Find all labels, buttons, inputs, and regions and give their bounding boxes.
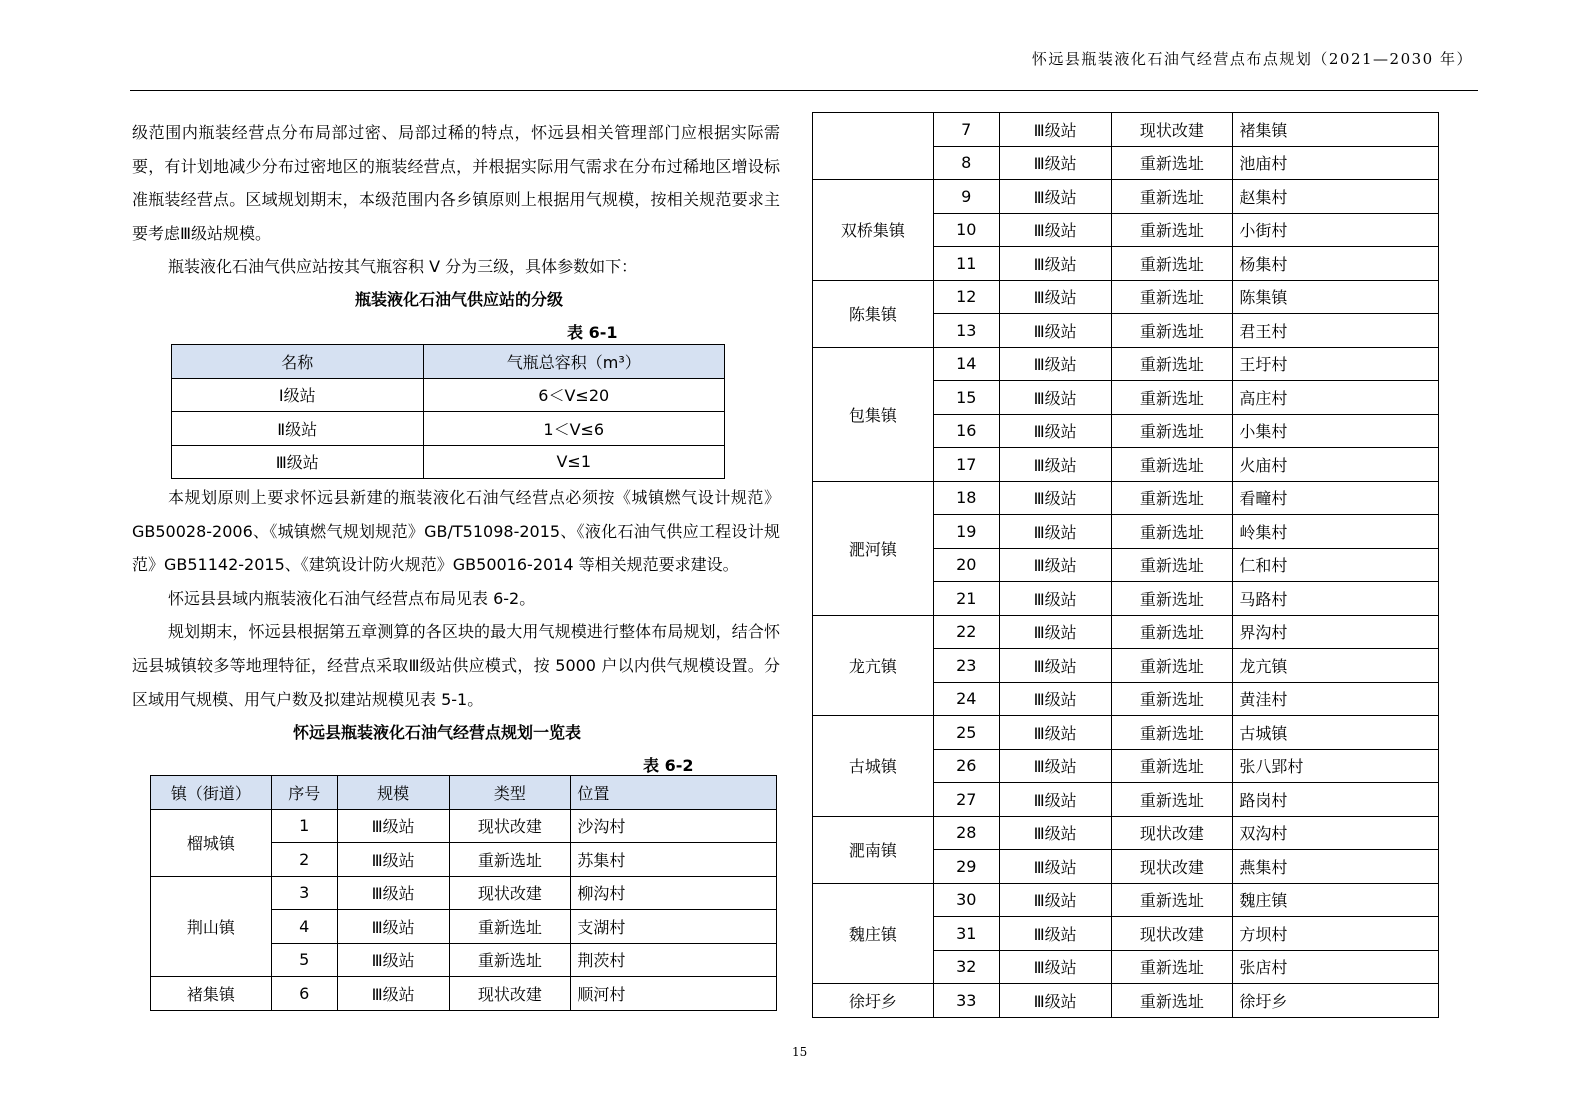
- type-cell: 重新选址: [1111, 448, 1233, 482]
- type-cell: 重新选址: [1111, 582, 1233, 616]
- paragraph-5: 规划期末，怀远县根据第五章测算的各区块的最大用气规模进行整体布局规划，结合怀远县城镇较多等地理特征，经营点采取Ⅲ级站供应模式，按 5000 户以内供气规模设置。分区域用气规模、用气户数及拟建站规模见表 5-1。: [132, 622, 780, 709]
- table-header-row: [151, 776, 777, 810]
- scale-cell: Ⅲ级站: [999, 280, 1111, 314]
- location-cell: 赵集村: [1233, 180, 1439, 214]
- scale-cell: Ⅲ级站: [999, 950, 1111, 984]
- number-cell: 6: [271, 977, 337, 1011]
- table-6-2-right: [812, 112, 1439, 1018]
- scale-cell: Ⅲ级站: [337, 943, 449, 977]
- table-row: [813, 180, 1439, 214]
- type-cell: 重新选址: [1111, 548, 1233, 582]
- table-row: [151, 809, 777, 843]
- header-cell-type: 类型: [449, 776, 571, 810]
- type-cell: 重新选址: [449, 843, 571, 877]
- scale-cell: Ⅲ级站: [999, 180, 1111, 214]
- table-row: [813, 716, 1439, 750]
- scale-cell: Ⅲ级站: [999, 448, 1111, 482]
- table-row: [813, 113, 1439, 147]
- type-cell: 重新选址: [1111, 716, 1233, 750]
- town-cell: 龙亢镇: [813, 615, 934, 716]
- scale-cell: Ⅲ级站: [999, 213, 1111, 247]
- location-cell: 火庙村: [1233, 448, 1439, 482]
- table-cell: Ⅲ级站: [172, 445, 424, 479]
- town-cell: 榴城镇: [151, 809, 272, 876]
- town-cell: 徐圩乡: [813, 984, 934, 1018]
- scale-cell: Ⅲ级站: [999, 649, 1111, 683]
- table-row: [813, 347, 1439, 381]
- town-cell: 双桥集镇: [813, 180, 934, 281]
- location-cell: 陈集镇: [1233, 280, 1439, 314]
- header-cell-number: 序号: [271, 776, 337, 810]
- type-cell: 重新选址: [449, 910, 571, 944]
- table-row: [172, 445, 725, 479]
- number-cell: 15: [933, 381, 999, 415]
- type-cell: 现状改建: [449, 809, 571, 843]
- number-cell: 14: [933, 347, 999, 381]
- number-cell: 33: [933, 984, 999, 1018]
- location-cell: 沙沟村: [571, 809, 777, 843]
- type-cell: 重新选址: [1111, 749, 1233, 783]
- town-cell: 古城镇: [813, 716, 934, 817]
- header-cell-scale: 规模: [337, 776, 449, 810]
- scale-cell: Ⅲ级站: [999, 582, 1111, 616]
- location-cell: 褚集镇: [1233, 113, 1439, 147]
- table-row: [151, 876, 777, 910]
- table-6-1-label: 表 6-1: [567, 323, 618, 342]
- scale-cell: Ⅲ级站: [999, 515, 1111, 549]
- location-cell: 小街村: [1233, 213, 1439, 247]
- town-cell: 褚集镇: [151, 977, 272, 1011]
- location-cell: 岭集村: [1233, 515, 1439, 549]
- scale-cell: Ⅲ级站: [999, 314, 1111, 348]
- number-cell: 1: [271, 809, 337, 843]
- number-cell: 13: [933, 314, 999, 348]
- number-cell: 2: [271, 843, 337, 877]
- type-cell: 现状改建: [449, 977, 571, 1011]
- location-cell: 君王村: [1233, 314, 1439, 348]
- scale-cell: Ⅲ级站: [999, 146, 1111, 180]
- scale-cell: Ⅲ级站: [999, 247, 1111, 281]
- number-cell: 21: [933, 582, 999, 616]
- location-cell: 仁和村: [1233, 548, 1439, 582]
- table-6-1: [171, 344, 725, 479]
- scale-cell: Ⅲ级站: [999, 984, 1111, 1018]
- number-cell: 4: [271, 910, 337, 944]
- location-cell: 王圩村: [1233, 347, 1439, 381]
- table-row: [172, 412, 725, 446]
- location-cell: 燕集村: [1233, 850, 1439, 884]
- paragraph-3: 本规划原则上要求怀远县新建的瓶装液化石油气经营点必须按《城镇燃气设计规范》GB50028-2006、《城镇燃气规划规范》GB/T51098-2015、《液化石油气供应工程设计规范》GB51142-2015、《建筑设计防火规范》GB50016-2014 等相关规范要求建设。: [132, 488, 780, 575]
- table-6-2-title: 怀远县瓶装液化石油气经营点规划一览表: [293, 723, 582, 742]
- location-cell: 双沟村: [1233, 816, 1439, 850]
- left-column: [132, 116, 780, 284]
- number-cell: 30: [933, 883, 999, 917]
- table-cell: 6＜V≤20: [423, 378, 725, 412]
- number-cell: 25: [933, 716, 999, 750]
- table-cell: V≤1: [423, 445, 725, 479]
- table-row: [813, 984, 1439, 1018]
- scale-cell: Ⅲ级站: [999, 113, 1111, 147]
- scale-cell: Ⅲ级站: [999, 414, 1111, 448]
- town-cell: 魏庄镇: [813, 883, 934, 984]
- type-cell: 重新选址: [1111, 280, 1233, 314]
- scale-cell: Ⅲ级站: [337, 876, 449, 910]
- table-cell: Ⅰ级站: [172, 378, 424, 412]
- location-cell: 荆茨村: [571, 943, 777, 977]
- location-cell: 魏庄镇: [1233, 883, 1439, 917]
- number-cell: 31: [933, 917, 999, 951]
- type-cell: 现状改建: [1111, 113, 1233, 147]
- paragraph-1: 级范围内瓶装经营点分布局部过密、局部过稀的特点，怀远县相关管理部门应根据实际需要，有计划地减少分布过密地区的瓶装经营点，并根据实际用气需求在分布过稀地区增设标准瓶装经营点。区域规划期末，本级范围内各乡镇原则上根据用气规模，按相关规范要求主要考虑Ⅲ级站规模。: [132, 123, 780, 243]
- number-cell: 5: [271, 943, 337, 977]
- type-cell: 重新选址: [1111, 414, 1233, 448]
- table-row: [813, 883, 1439, 917]
- scale-cell: Ⅲ级站: [999, 615, 1111, 649]
- scale-cell: Ⅲ级站: [999, 481, 1111, 515]
- type-cell: 重新选址: [1111, 180, 1233, 214]
- type-cell: 现状改建: [1111, 850, 1233, 884]
- left-column-lower: [132, 481, 780, 716]
- table-row: [151, 977, 777, 1011]
- table-row: [813, 481, 1439, 515]
- type-cell: 现状改建: [1111, 917, 1233, 951]
- table-row: [172, 378, 725, 412]
- scale-cell: Ⅲ级站: [337, 977, 449, 1011]
- scale-cell: Ⅲ级站: [999, 548, 1111, 582]
- number-cell: 17: [933, 448, 999, 482]
- type-cell: 重新选址: [1111, 146, 1233, 180]
- table-row: [813, 280, 1439, 314]
- location-cell: 池庙村: [1233, 146, 1439, 180]
- table-6-2-label: 表 6-2: [643, 756, 694, 775]
- table-6-2-left: [150, 775, 777, 1011]
- number-cell: 10: [933, 213, 999, 247]
- header-cell-location: 位置: [571, 776, 777, 810]
- number-cell: 28: [933, 816, 999, 850]
- town-cell: 淝南镇: [813, 816, 934, 883]
- type-cell: 重新选址: [1111, 783, 1233, 817]
- header-divider: [130, 90, 1478, 91]
- town-cell: [813, 113, 934, 180]
- number-cell: 23: [933, 649, 999, 683]
- number-cell: 8: [933, 146, 999, 180]
- scale-cell: Ⅲ级站: [999, 783, 1111, 817]
- table-row: [813, 615, 1439, 649]
- number-cell: 3: [271, 876, 337, 910]
- number-cell: 20: [933, 548, 999, 582]
- scale-cell: Ⅲ级站: [999, 682, 1111, 716]
- number-cell: 11: [933, 247, 999, 281]
- type-cell: 重新选址: [1111, 347, 1233, 381]
- scale-cell: Ⅲ级站: [337, 809, 449, 843]
- scale-cell: Ⅲ级站: [999, 883, 1111, 917]
- scale-cell: Ⅲ级站: [999, 917, 1111, 951]
- scale-cell: Ⅲ级站: [999, 381, 1111, 415]
- type-cell: 现状改建: [449, 876, 571, 910]
- page-header-title: 怀远县瓶装液化石油气经营点布点规划（2021—2030 年）: [1031, 50, 1473, 68]
- type-cell: 重新选址: [1111, 515, 1233, 549]
- location-cell: 马路村: [1233, 582, 1439, 616]
- number-cell: 32: [933, 950, 999, 984]
- type-cell: 重新选址: [1111, 213, 1233, 247]
- type-cell: 重新选址: [1111, 883, 1233, 917]
- type-cell: 重新选址: [1111, 649, 1233, 683]
- location-cell: 支湖村: [571, 910, 777, 944]
- location-cell: 龙亢镇: [1233, 649, 1439, 683]
- type-cell: 重新选址: [1111, 615, 1233, 649]
- paragraph-4: 怀远县县域内瓶装液化石油气经营点布局见表 6-2。: [168, 588, 536, 608]
- type-cell: 重新选址: [1111, 682, 1233, 716]
- location-cell: 徐圩乡: [1233, 984, 1439, 1018]
- location-cell: 张八郢村: [1233, 749, 1439, 783]
- scale-cell: Ⅲ级站: [999, 850, 1111, 884]
- table-6-1-title: 瓶装液化石油气供应站的分级: [355, 290, 564, 309]
- scale-cell: Ⅲ级站: [337, 910, 449, 944]
- location-cell: 路岗村: [1233, 783, 1439, 817]
- town-cell: 淝河镇: [813, 481, 934, 615]
- location-cell: 柳沟村: [571, 876, 777, 910]
- location-cell: 苏集村: [571, 843, 777, 877]
- type-cell: 重新选址: [1111, 984, 1233, 1018]
- scale-cell: Ⅲ级站: [999, 347, 1111, 381]
- type-cell: 重新选址: [1111, 481, 1233, 515]
- type-cell: 重新选址: [1111, 247, 1233, 281]
- number-cell: 7: [933, 113, 999, 147]
- location-cell: 界沟村: [1233, 615, 1439, 649]
- town-cell: 陈集镇: [813, 280, 934, 347]
- number-cell: 27: [933, 783, 999, 817]
- location-cell: 小集村: [1233, 414, 1439, 448]
- number-cell: 19: [933, 515, 999, 549]
- town-cell: 荆山镇: [151, 876, 272, 977]
- header-cell: 气瓶总容积（m³）: [423, 345, 725, 379]
- location-cell: 方坝村: [1233, 917, 1439, 951]
- number-cell: 26: [933, 749, 999, 783]
- type-cell: 现状改建: [1111, 816, 1233, 850]
- number-cell: 12: [933, 280, 999, 314]
- scale-cell: Ⅲ级站: [999, 749, 1111, 783]
- header-cell: 名称: [172, 345, 424, 379]
- number-cell: 22: [933, 615, 999, 649]
- type-cell: 重新选址: [1111, 314, 1233, 348]
- type-cell: 重新选址: [1111, 950, 1233, 984]
- page-number: 15: [792, 1045, 808, 1059]
- location-cell: 高庄村: [1233, 381, 1439, 415]
- location-cell: 杨集村: [1233, 247, 1439, 281]
- location-cell: 张店村: [1233, 950, 1439, 984]
- town-cell: 包集镇: [813, 347, 934, 481]
- number-cell: 18: [933, 481, 999, 515]
- scale-cell: Ⅲ级站: [999, 716, 1111, 750]
- location-cell: 看疃村: [1233, 481, 1439, 515]
- number-cell: 29: [933, 850, 999, 884]
- type-cell: 重新选址: [1111, 381, 1233, 415]
- number-cell: 24: [933, 682, 999, 716]
- table-header-row: [172, 345, 725, 379]
- type-cell: 重新选址: [449, 943, 571, 977]
- number-cell: 9: [933, 180, 999, 214]
- location-cell: 顺河村: [571, 977, 777, 1011]
- header-cell-town: 镇（街道）: [151, 776, 272, 810]
- paragraph-2: 瓶装液化石油气供应站按其气瓶容积 V 分为三级，具体参数如下：: [168, 257, 638, 277]
- location-cell: 古城镇: [1233, 716, 1439, 750]
- number-cell: 16: [933, 414, 999, 448]
- scale-cell: Ⅲ级站: [999, 816, 1111, 850]
- scale-cell: Ⅲ级站: [337, 843, 449, 877]
- location-cell: 黄洼村: [1233, 682, 1439, 716]
- table-cell: 1＜V≤6: [423, 412, 725, 446]
- table-row: [813, 816, 1439, 850]
- table-cell: Ⅱ级站: [172, 412, 424, 446]
